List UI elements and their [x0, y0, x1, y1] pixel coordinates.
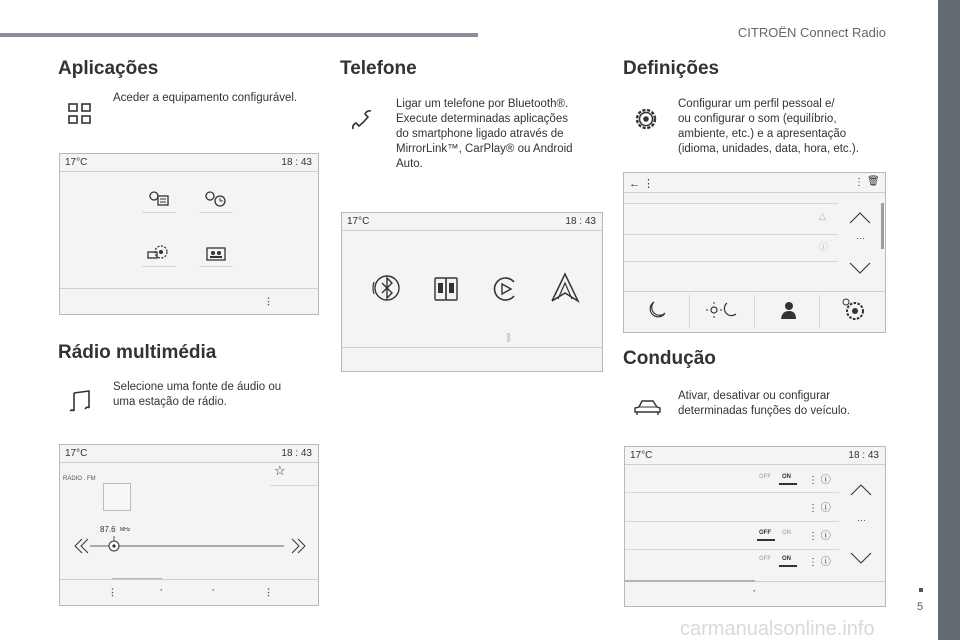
- settings-desc-line-4: (idioma, unidades, data, hora, etc.).: [678, 143, 859, 155]
- radio-desc: [113, 380, 281, 410]
- settings-desc-line-3: ambiente, etc.) e a apresentação: [678, 128, 847, 140]
- function-toggle[interactable]: [757, 529, 799, 541]
- driving-title: Condução: [623, 348, 716, 369]
- settings-screen: [623, 172, 886, 333]
- ellipsis-icon: …: [856, 231, 865, 241]
- day-night-icon[interactable]: [706, 299, 738, 321]
- toggle-off-label: OFF: [759, 556, 771, 562]
- tab-dot[interactable]: ·: [753, 586, 756, 596]
- scrollbar-thumb[interactable]: [881, 203, 884, 249]
- bluetooth-icon[interactable]: [372, 273, 402, 303]
- toggle-on-label: ON: [782, 556, 791, 562]
- trash-icon[interactable]: 🗑: [867, 176, 880, 187]
- night-mode-icon[interactable]: [646, 299, 668, 321]
- more-options-icon[interactable]: ⋮: [108, 587, 117, 597]
- warning-triangle-icon: △: [819, 211, 826, 221]
- driving-desc-line-2: determinadas funções do veículo.: [678, 405, 850, 417]
- radio-screen: [59, 444, 319, 606]
- clock: 18 : 43: [565, 216, 596, 227]
- toggle-off-label: OFF: [759, 474, 771, 480]
- phone-desc-line-2: Execute determinadas aplicações: [396, 113, 568, 125]
- contacts-card-icon[interactable]: [206, 247, 226, 261]
- phone-desc-line-1: Ligar um telefone por Bluetooth®.: [396, 98, 569, 110]
- toggle-on-label: ON: [782, 474, 791, 480]
- more-options-icon[interactable]: ⋮ ⓘ: [808, 531, 831, 542]
- apps-screen: [59, 153, 319, 315]
- station-artwork: [103, 483, 131, 511]
- function-toggle[interactable]: [757, 555, 799, 567]
- more-options-icon[interactable]: ⋮: [854, 177, 864, 188]
- radio-title: Rádio multimédia: [58, 342, 217, 363]
- toggle-off-label: OFF: [759, 530, 771, 536]
- phone-desc-line-3: do smartphone ligado através de: [396, 128, 564, 140]
- temperature: 17°C: [630, 450, 653, 461]
- settings-desc: [678, 97, 859, 157]
- back-arrow-icon[interactable]: ← ⋮: [629, 178, 655, 190]
- settings-top-bar: [624, 173, 885, 193]
- settings-title: Definições: [623, 58, 720, 79]
- apps-title: Aplicações: [58, 58, 159, 79]
- more-options-icon[interactable]: ⋮ ⓘ: [808, 503, 831, 514]
- driving-desc-line-1: Ativar, desativar ou configurar: [678, 390, 831, 402]
- frequency-unit: MHz: [120, 527, 131, 533]
- scroll-down-icon[interactable]: [848, 261, 872, 275]
- tab-dot[interactable]: ·: [212, 585, 215, 595]
- page-side-bar: [938, 0, 960, 640]
- ellipsis-icon: …: [857, 513, 866, 523]
- temperature: 17°C: [65, 448, 88, 459]
- watermark: carmanualsonline.info: [680, 618, 875, 640]
- driving-screen: [624, 446, 886, 607]
- clock: 18 : 43: [848, 450, 879, 461]
- status-bar: [342, 213, 602, 231]
- scroll-up-icon[interactable]: [849, 483, 873, 497]
- more-options-icon[interactable]: ⋮: [264, 296, 273, 306]
- clock: 18 : 43: [281, 448, 312, 459]
- scroll-down-icon[interactable]: [849, 551, 873, 565]
- mirrorlink-icon[interactable]: [432, 275, 460, 303]
- phone-handset-icon: [350, 108, 374, 132]
- info-icon[interactable]: ⓘ: [819, 242, 829, 252]
- header-rule: [0, 33, 478, 37]
- active-tab-indicator: [625, 580, 755, 582]
- frequency-value: 87.6: [100, 525, 116, 534]
- phone-desc-line-5: Auto.: [396, 158, 423, 170]
- android-auto-icon[interactable]: [548, 271, 582, 305]
- more-options-icon[interactable]: ⋮ ⓘ: [808, 557, 831, 568]
- favourite-star-icon[interactable]: ☆: [274, 463, 286, 478]
- clock: 18 : 43: [281, 157, 312, 168]
- more-options-icon[interactable]: ⋮: [264, 587, 273, 597]
- bottom-bar: [60, 579, 318, 605]
- status-bar: [60, 445, 318, 463]
- temperature: 17°C: [347, 216, 370, 227]
- tab-dot[interactable]: ·: [160, 585, 163, 595]
- carplay-icon[interactable]: [490, 274, 520, 304]
- settings-desc-line-1: Configurar um perfil pessoal e/: [678, 98, 835, 110]
- radio-desc-line-2: uma estação de rádio.: [113, 396, 227, 408]
- connected-nav-icon[interactable]: [146, 190, 174, 210]
- profile-user-icon[interactable]: [776, 299, 798, 321]
- driving-desc: [678, 389, 850, 419]
- car-icon: [632, 398, 662, 418]
- phone-desc-line-4: MirrorLink™, CarPlay® ou Android: [396, 143, 573, 155]
- frequency-tuner-slider[interactable]: [72, 535, 308, 557]
- header-title: CITROËN Connect Radio: [737, 25, 886, 40]
- bottom-bar: [60, 288, 318, 314]
- page-bullet: [919, 588, 923, 592]
- function-toggle[interactable]: [757, 473, 799, 485]
- more-options-icon[interactable]: ⋮ ⓘ: [808, 475, 831, 486]
- system-settings-icon[interactable]: [840, 297, 866, 323]
- phone-desc: [396, 97, 573, 172]
- apps-grid-icon: [68, 103, 92, 125]
- radio-desc-line-1: Selecione uma fonte de áudio ou: [113, 381, 282, 393]
- apps-desc: Aceder a equipamento configurável.: [113, 92, 298, 104]
- status-bar: [625, 447, 885, 465]
- car-settings-icon[interactable]: [146, 244, 172, 264]
- phone-title: Telefone: [340, 58, 417, 79]
- status-bar: [60, 154, 318, 172]
- settings-desc-line-2: ou configurar o som (equilíbrio,: [678, 113, 837, 125]
- temperature: 17°C: [65, 157, 88, 168]
- scroll-up-icon[interactable]: [848, 211, 872, 225]
- settings-gear-icon: [632, 105, 660, 133]
- toggle-on-label: ON: [782, 530, 791, 536]
- bluetooth-status-icon: ᛒ: [506, 333, 512, 344]
- phone-screen: [341, 212, 603, 372]
- radio-source-label: RADIO . FM: [63, 476, 96, 482]
- music-note-icon: [68, 390, 92, 414]
- page-number: 5: [917, 601, 924, 613]
- energy-timer-icon[interactable]: [203, 190, 229, 210]
